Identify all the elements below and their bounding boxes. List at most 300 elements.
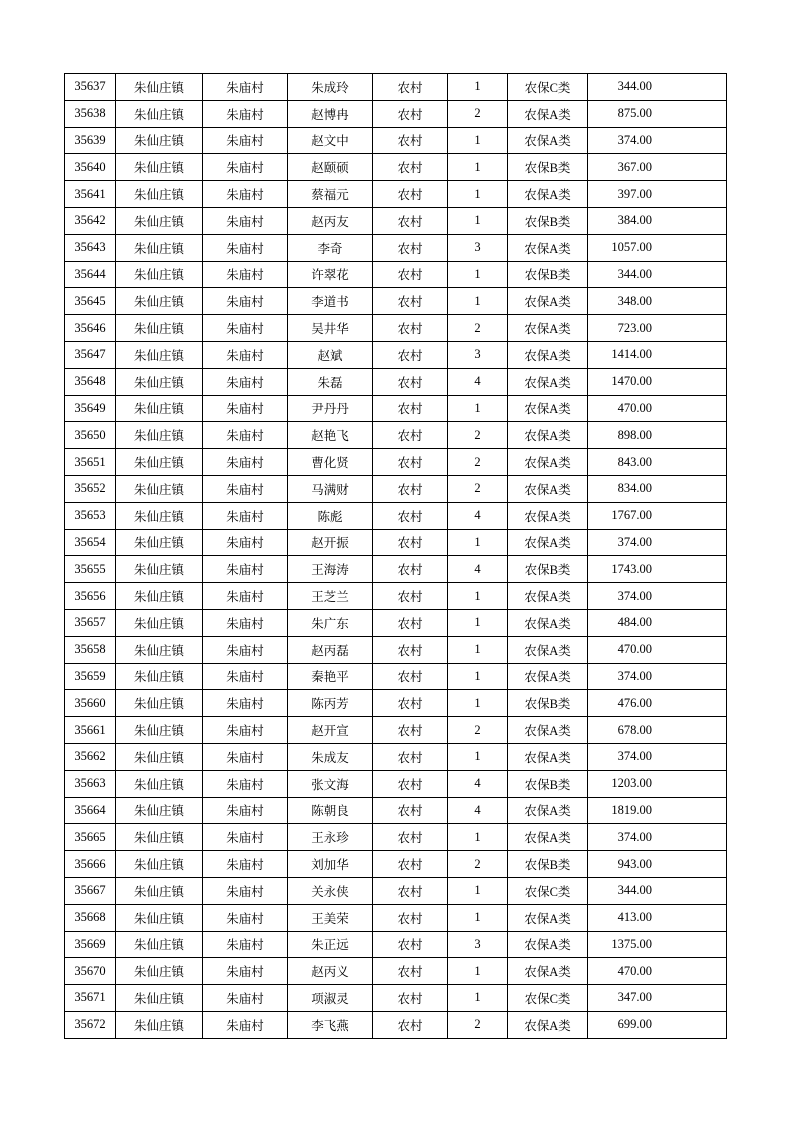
cell-village: 朱庙村 (203, 583, 288, 610)
cell-area_type: 农村 (373, 690, 448, 717)
cell-name: 陈朝良 (288, 797, 373, 824)
cell-name: 张文海 (288, 770, 373, 797)
cell-town: 朱仙庄镇 (116, 717, 203, 744)
cell-id: 35647 (65, 341, 116, 368)
cell-town: 朱仙庄镇 (116, 422, 203, 449)
cell-name: 朱广东 (288, 609, 373, 636)
cell-area_type: 农村 (373, 824, 448, 851)
cell-insurance_category: 农保C类 (508, 877, 588, 904)
cell-amount: 374.00 (588, 127, 727, 154)
cell-name: 许翠花 (288, 261, 373, 288)
cell-area_type: 农村 (373, 341, 448, 368)
cell-id: 35665 (65, 824, 116, 851)
table-row (65, 797, 727, 824)
cell-insurance_category: 农保C类 (508, 985, 588, 1012)
cell-insurance_category: 农保A类 (508, 717, 588, 744)
cell-count: 3 (448, 234, 508, 261)
cell-amount: 1767.00 (588, 502, 727, 529)
cell-area_type: 农村 (373, 207, 448, 234)
cell-amount: 347.00 (588, 985, 727, 1012)
cell-name: 朱正远 (288, 931, 373, 958)
cell-village: 朱庙村 (203, 690, 288, 717)
cell-area_type: 农村 (373, 475, 448, 502)
table-row (65, 395, 727, 422)
cell-village: 朱庙村 (203, 636, 288, 663)
cell-id: 35650 (65, 422, 116, 449)
cell-insurance_category: 农保B类 (508, 770, 588, 797)
cell-town: 朱仙庄镇 (116, 556, 203, 583)
table-row (65, 127, 727, 154)
cell-count: 4 (448, 502, 508, 529)
cell-area_type: 农村 (373, 502, 448, 529)
cell-id: 35667 (65, 877, 116, 904)
cell-insurance_category: 农保A类 (508, 904, 588, 931)
table-row (65, 529, 727, 556)
cell-insurance_category: 农保C类 (508, 74, 588, 101)
cell-amount: 374.00 (588, 663, 727, 690)
cell-village: 朱庙村 (203, 234, 288, 261)
cell-amount: 1203.00 (588, 770, 727, 797)
table-row (65, 1011, 727, 1038)
cell-town: 朱仙庄镇 (116, 985, 203, 1012)
cell-town: 朱仙庄镇 (116, 690, 203, 717)
cell-town: 朱仙庄镇 (116, 529, 203, 556)
cell-area_type: 农村 (373, 717, 448, 744)
cell-amount: 367.00 (588, 154, 727, 181)
table-row (65, 851, 727, 878)
cell-area_type: 农村 (373, 663, 448, 690)
table-row (65, 207, 727, 234)
cell-name: 赵文中 (288, 127, 373, 154)
cell-insurance_category: 农保A类 (508, 395, 588, 422)
cell-insurance_category: 农保A类 (508, 315, 588, 342)
cell-id: 35671 (65, 985, 116, 1012)
cell-id: 35658 (65, 636, 116, 663)
cell-area_type: 农村 (373, 100, 448, 127)
table-row (65, 315, 727, 342)
cell-village: 朱庙村 (203, 717, 288, 744)
cell-village: 朱庙村 (203, 1011, 288, 1038)
cell-insurance_category: 农保A类 (508, 449, 588, 476)
cell-village: 朱庙村 (203, 475, 288, 502)
cell-insurance_category: 农保B类 (508, 690, 588, 717)
cell-name: 赵丙友 (288, 207, 373, 234)
cell-name: 蔡福元 (288, 181, 373, 208)
table-row (65, 636, 727, 663)
cell-town: 朱仙庄镇 (116, 958, 203, 985)
cell-village: 朱庙村 (203, 958, 288, 985)
cell-name: 朱成友 (288, 743, 373, 770)
cell-id: 35662 (65, 743, 116, 770)
cell-town: 朱仙庄镇 (116, 341, 203, 368)
cell-insurance_category: 农保A类 (508, 609, 588, 636)
cell-id: 35640 (65, 154, 116, 181)
cell-village: 朱庙村 (203, 127, 288, 154)
cell-amount: 470.00 (588, 636, 727, 663)
cell-id: 35643 (65, 234, 116, 261)
cell-id: 35664 (65, 797, 116, 824)
cell-amount: 344.00 (588, 74, 727, 101)
cell-town: 朱仙庄镇 (116, 395, 203, 422)
cell-area_type: 农村 (373, 422, 448, 449)
cell-count: 2 (448, 475, 508, 502)
table-row (65, 824, 727, 851)
cell-count: 1 (448, 207, 508, 234)
cell-name: 马满财 (288, 475, 373, 502)
cell-area_type: 农村 (373, 181, 448, 208)
cell-id: 35654 (65, 529, 116, 556)
cell-town: 朱仙庄镇 (116, 261, 203, 288)
cell-area_type: 农村 (373, 797, 448, 824)
cell-id: 35653 (65, 502, 116, 529)
cell-insurance_category: 农保B类 (508, 207, 588, 234)
cell-insurance_category: 农保A类 (508, 288, 588, 315)
cell-count: 1 (448, 288, 508, 315)
cell-town: 朱仙庄镇 (116, 931, 203, 958)
table-row (65, 368, 727, 395)
cell-count: 1 (448, 609, 508, 636)
cell-village: 朱庙村 (203, 824, 288, 851)
cell-amount: 723.00 (588, 315, 727, 342)
cell-area_type: 农村 (373, 556, 448, 583)
cell-count: 1 (448, 904, 508, 931)
cell-town: 朱仙庄镇 (116, 636, 203, 663)
cell-town: 朱仙庄镇 (116, 207, 203, 234)
cell-area_type: 农村 (373, 636, 448, 663)
cell-amount: 834.00 (588, 475, 727, 502)
cell-town: 朱仙庄镇 (116, 154, 203, 181)
cell-count: 1 (448, 636, 508, 663)
cell-area_type: 农村 (373, 743, 448, 770)
cell-name: 秦艳平 (288, 663, 373, 690)
cell-count: 1 (448, 395, 508, 422)
cell-amount: 1057.00 (588, 234, 727, 261)
cell-insurance_category: 农保A类 (508, 475, 588, 502)
cell-count: 4 (448, 368, 508, 395)
cell-id: 35661 (65, 717, 116, 744)
cell-town: 朱仙庄镇 (116, 74, 203, 101)
cell-area_type: 农村 (373, 288, 448, 315)
cell-town: 朱仙庄镇 (116, 502, 203, 529)
cell-insurance_category: 农保A类 (508, 824, 588, 851)
cell-village: 朱庙村 (203, 154, 288, 181)
cell-name: 赵丙磊 (288, 636, 373, 663)
cell-area_type: 农村 (373, 261, 448, 288)
cell-amount: 1414.00 (588, 341, 727, 368)
cell-name: 赵艳飞 (288, 422, 373, 449)
cell-insurance_category: 农保A类 (508, 127, 588, 154)
cell-amount: 413.00 (588, 904, 727, 931)
table-row (65, 556, 727, 583)
insurance-roster-table (64, 73, 727, 1039)
cell-town: 朱仙庄镇 (116, 663, 203, 690)
cell-amount: 1375.00 (588, 931, 727, 958)
cell-id: 35651 (65, 449, 116, 476)
cell-count: 4 (448, 770, 508, 797)
cell-name: 吴井华 (288, 315, 373, 342)
cell-count: 3 (448, 341, 508, 368)
cell-town: 朱仙庄镇 (116, 181, 203, 208)
cell-amount: 374.00 (588, 743, 727, 770)
cell-village: 朱庙村 (203, 261, 288, 288)
cell-town: 朱仙庄镇 (116, 904, 203, 931)
cell-village: 朱庙村 (203, 985, 288, 1012)
cell-count: 4 (448, 556, 508, 583)
cell-count: 2 (448, 1011, 508, 1038)
cell-village: 朱庙村 (203, 449, 288, 476)
cell-amount: 374.00 (588, 529, 727, 556)
cell-town: 朱仙庄镇 (116, 583, 203, 610)
cell-amount: 678.00 (588, 717, 727, 744)
cell-village: 朱庙村 (203, 556, 288, 583)
table-row (65, 877, 727, 904)
cell-town: 朱仙庄镇 (116, 797, 203, 824)
cell-name: 朱成玲 (288, 74, 373, 101)
cell-id: 35638 (65, 100, 116, 127)
table-body (65, 74, 727, 1039)
cell-name: 项淑灵 (288, 985, 373, 1012)
cell-id: 35652 (65, 475, 116, 502)
cell-id: 35670 (65, 958, 116, 985)
cell-id: 35648 (65, 368, 116, 395)
cell-village: 朱庙村 (203, 288, 288, 315)
cell-count: 4 (448, 797, 508, 824)
table-row (65, 449, 727, 476)
cell-insurance_category: 农保A类 (508, 368, 588, 395)
table-row (65, 583, 727, 610)
cell-town: 朱仙庄镇 (116, 475, 203, 502)
cell-insurance_category: 农保A类 (508, 743, 588, 770)
cell-town: 朱仙庄镇 (116, 851, 203, 878)
cell-village: 朱庙村 (203, 529, 288, 556)
cell-insurance_category: 农保B类 (508, 261, 588, 288)
cell-insurance_category: 农保A类 (508, 181, 588, 208)
table-row (65, 690, 727, 717)
cell-village: 朱庙村 (203, 663, 288, 690)
table-row (65, 100, 727, 127)
cell-insurance_category: 农保B类 (508, 154, 588, 181)
cell-area_type: 农村 (373, 609, 448, 636)
cell-name: 赵博冉 (288, 100, 373, 127)
cell-village: 朱庙村 (203, 395, 288, 422)
cell-insurance_category: 农保B类 (508, 556, 588, 583)
cell-town: 朱仙庄镇 (116, 824, 203, 851)
cell-count: 1 (448, 743, 508, 770)
cell-village: 朱庙村 (203, 100, 288, 127)
cell-count: 2 (448, 851, 508, 878)
cell-id: 35659 (65, 663, 116, 690)
cell-name: 王芝兰 (288, 583, 373, 610)
cell-village: 朱庙村 (203, 931, 288, 958)
cell-town: 朱仙庄镇 (116, 127, 203, 154)
cell-village: 朱庙村 (203, 743, 288, 770)
cell-town: 朱仙庄镇 (116, 288, 203, 315)
cell-village: 朱庙村 (203, 797, 288, 824)
cell-id: 35668 (65, 904, 116, 931)
cell-area_type: 农村 (373, 127, 448, 154)
table-row (65, 74, 727, 101)
table-row (65, 502, 727, 529)
cell-village: 朱庙村 (203, 422, 288, 449)
cell-insurance_category: 农保A类 (508, 100, 588, 127)
cell-insurance_category: 农保A类 (508, 529, 588, 556)
cell-amount: 470.00 (588, 395, 727, 422)
table-row (65, 985, 727, 1012)
cell-insurance_category: 农保A类 (508, 341, 588, 368)
cell-name: 赵开振 (288, 529, 373, 556)
cell-name: 关永侠 (288, 877, 373, 904)
table-row (65, 770, 727, 797)
cell-name: 朱磊 (288, 368, 373, 395)
cell-area_type: 农村 (373, 877, 448, 904)
cell-count: 1 (448, 985, 508, 1012)
table-row (65, 931, 727, 958)
cell-count: 2 (448, 449, 508, 476)
cell-amount: 1819.00 (588, 797, 727, 824)
cell-name: 刘加华 (288, 851, 373, 878)
cell-name: 王永珍 (288, 824, 373, 851)
cell-count: 1 (448, 877, 508, 904)
cell-name: 赵丙义 (288, 958, 373, 985)
table-row (65, 743, 727, 770)
cell-insurance_category: 农保A类 (508, 931, 588, 958)
cell-town: 朱仙庄镇 (116, 368, 203, 395)
cell-id: 35656 (65, 583, 116, 610)
cell-id: 35645 (65, 288, 116, 315)
cell-id: 35666 (65, 851, 116, 878)
cell-amount: 1470.00 (588, 368, 727, 395)
cell-count: 2 (448, 422, 508, 449)
cell-id: 35660 (65, 690, 116, 717)
cell-amount: 470.00 (588, 958, 727, 985)
cell-village: 朱庙村 (203, 904, 288, 931)
table-row (65, 904, 727, 931)
cell-amount: 348.00 (588, 288, 727, 315)
cell-area_type: 农村 (373, 234, 448, 261)
cell-area_type: 农村 (373, 395, 448, 422)
cell-village: 朱庙村 (203, 609, 288, 636)
cell-area_type: 农村 (373, 74, 448, 101)
cell-area_type: 农村 (373, 770, 448, 797)
cell-area_type: 农村 (373, 449, 448, 476)
cell-area_type: 农村 (373, 529, 448, 556)
cell-count: 1 (448, 583, 508, 610)
cell-count: 3 (448, 931, 508, 958)
cell-amount: 374.00 (588, 583, 727, 610)
cell-count: 1 (448, 154, 508, 181)
cell-insurance_category: 农保A类 (508, 797, 588, 824)
cell-name: 李道书 (288, 288, 373, 315)
cell-area_type: 农村 (373, 368, 448, 395)
cell-count: 2 (448, 315, 508, 342)
cell-id: 35657 (65, 609, 116, 636)
cell-amount: 943.00 (588, 851, 727, 878)
cell-id: 35672 (65, 1011, 116, 1038)
cell-count: 1 (448, 181, 508, 208)
cell-area_type: 农村 (373, 1011, 448, 1038)
cell-amount: 374.00 (588, 824, 727, 851)
cell-count: 1 (448, 663, 508, 690)
cell-name: 李奇 (288, 234, 373, 261)
table-row (65, 717, 727, 744)
cell-amount: 384.00 (588, 207, 727, 234)
cell-id: 35655 (65, 556, 116, 583)
cell-count: 1 (448, 127, 508, 154)
cell-id: 35641 (65, 181, 116, 208)
cell-area_type: 农村 (373, 931, 448, 958)
cell-amount: 344.00 (588, 261, 727, 288)
cell-name: 陈丙芳 (288, 690, 373, 717)
cell-village: 朱庙村 (203, 181, 288, 208)
cell-town: 朱仙庄镇 (116, 609, 203, 636)
cell-area_type: 农村 (373, 851, 448, 878)
cell-insurance_category: 农保A类 (508, 502, 588, 529)
table-row (65, 154, 727, 181)
cell-amount: 484.00 (588, 609, 727, 636)
cell-count: 1 (448, 529, 508, 556)
cell-name: 尹丹丹 (288, 395, 373, 422)
cell-village: 朱庙村 (203, 368, 288, 395)
table-row (65, 958, 727, 985)
cell-insurance_category: 农保A类 (508, 958, 588, 985)
cell-count: 1 (448, 690, 508, 717)
table-row (65, 234, 727, 261)
cell-area_type: 农村 (373, 583, 448, 610)
cell-village: 朱庙村 (203, 877, 288, 904)
cell-area_type: 农村 (373, 958, 448, 985)
cell-amount: 1743.00 (588, 556, 727, 583)
cell-amount: 397.00 (588, 181, 727, 208)
cell-village: 朱庙村 (203, 341, 288, 368)
cell-town: 朱仙庄镇 (116, 100, 203, 127)
cell-insurance_category: 农保A类 (508, 636, 588, 663)
cell-id: 35639 (65, 127, 116, 154)
cell-amount: 875.00 (588, 100, 727, 127)
cell-insurance_category: 农保A类 (508, 234, 588, 261)
cell-id: 35637 (65, 74, 116, 101)
cell-insurance_category: 农保A类 (508, 583, 588, 610)
cell-count: 2 (448, 100, 508, 127)
cell-insurance_category: 农保A类 (508, 422, 588, 449)
cell-town: 朱仙庄镇 (116, 315, 203, 342)
cell-count: 1 (448, 74, 508, 101)
cell-name: 赵颐硕 (288, 154, 373, 181)
cell-amount: 898.00 (588, 422, 727, 449)
cell-village: 朱庙村 (203, 207, 288, 234)
cell-town: 朱仙庄镇 (116, 234, 203, 261)
cell-village: 朱庙村 (203, 74, 288, 101)
cell-count: 2 (448, 717, 508, 744)
cell-name: 赵斌 (288, 341, 373, 368)
cell-count: 1 (448, 958, 508, 985)
table-row (65, 609, 727, 636)
cell-name: 曹化贤 (288, 449, 373, 476)
cell-count: 1 (448, 261, 508, 288)
cell-id: 35646 (65, 315, 116, 342)
cell-insurance_category: 农保A类 (508, 663, 588, 690)
cell-id: 35663 (65, 770, 116, 797)
cell-village: 朱庙村 (203, 502, 288, 529)
cell-name: 李飞燕 (288, 1011, 373, 1038)
cell-amount: 344.00 (588, 877, 727, 904)
cell-name: 赵开宣 (288, 717, 373, 744)
cell-amount: 843.00 (588, 449, 727, 476)
cell-amount: 699.00 (588, 1011, 727, 1038)
table-row (65, 288, 727, 315)
cell-area_type: 农村 (373, 985, 448, 1012)
cell-town: 朱仙庄镇 (116, 1011, 203, 1038)
table-row (65, 663, 727, 690)
